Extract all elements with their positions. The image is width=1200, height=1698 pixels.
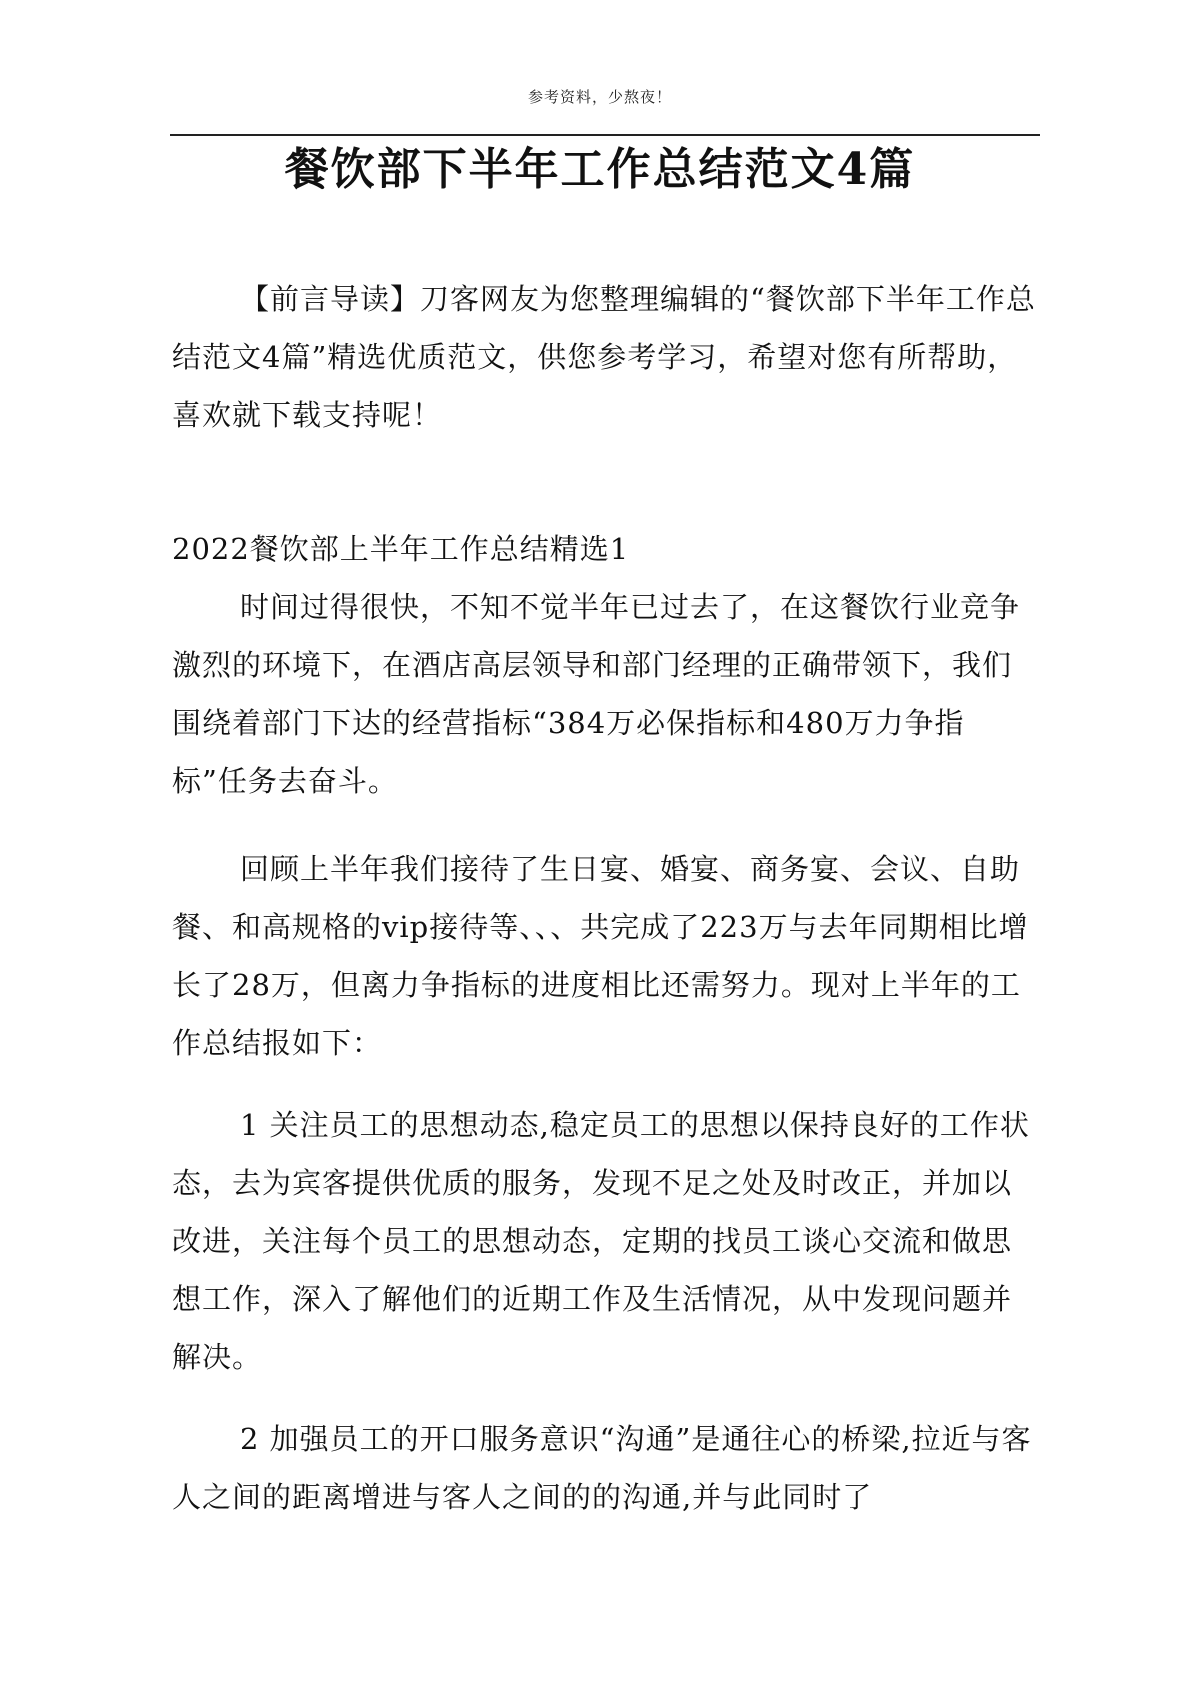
header-note: 参考资料，少熬夜！ bbox=[527, 88, 672, 106]
body-paragraph-3: 1 关注员工的思想动态,稳定员工的思想以保持良好的工作状态，去为宾客提供优质的服务，发现不足之处及时改正，并加以改进，关注每个员工的思想动态，定期的找员工谈心交流和做思想工作，深入了解他们的近期工作及生活情况，从中发现问题并解决。 bbox=[172, 1108, 1030, 1374]
document-title: 餐饮部下半年工作总结范文4篇 bbox=[284, 144, 916, 195]
section-heading: 2022餐饮部上半年工作总结精选1 bbox=[172, 532, 630, 566]
body-paragraph-4: 2 加强员工的开口服务意识“沟通”是通往心的桥梁,拉近与客人之间的距离增进与客人之间的的沟通,并与此同时了 bbox=[172, 1422, 1032, 1514]
body-paragraph-1: 时间过得很快，不知不觉半年已过去了，在这餐饮行业竞争激烈的环境下，在酒店高层领导和部门经理的正确带领下，我们围绕着部门下达的经营指标“384万必保指标和480万力争指标”任务去奋斗。 bbox=[172, 590, 1021, 798]
body-paragraph-2: 回顾上半年我们接待了生日宴、婚宴、商务宴、会议、自助餐、和高规格的vip接待等、、、共完成了223万与去年同期相比增长了28万，但离力争指标的进度相比还需努力。现对上半年的工作总结报如下： bbox=[172, 852, 1029, 1060]
header-divider bbox=[170, 134, 1040, 136]
intro-paragraph: 【前言导读】刀客网友为您整理编辑的“餐饮部下半年工作总结范文4篇”精选优质范文，供您参考学习，希望对您有所帮助，喜欢就下载支持呢！ bbox=[172, 282, 1036, 432]
